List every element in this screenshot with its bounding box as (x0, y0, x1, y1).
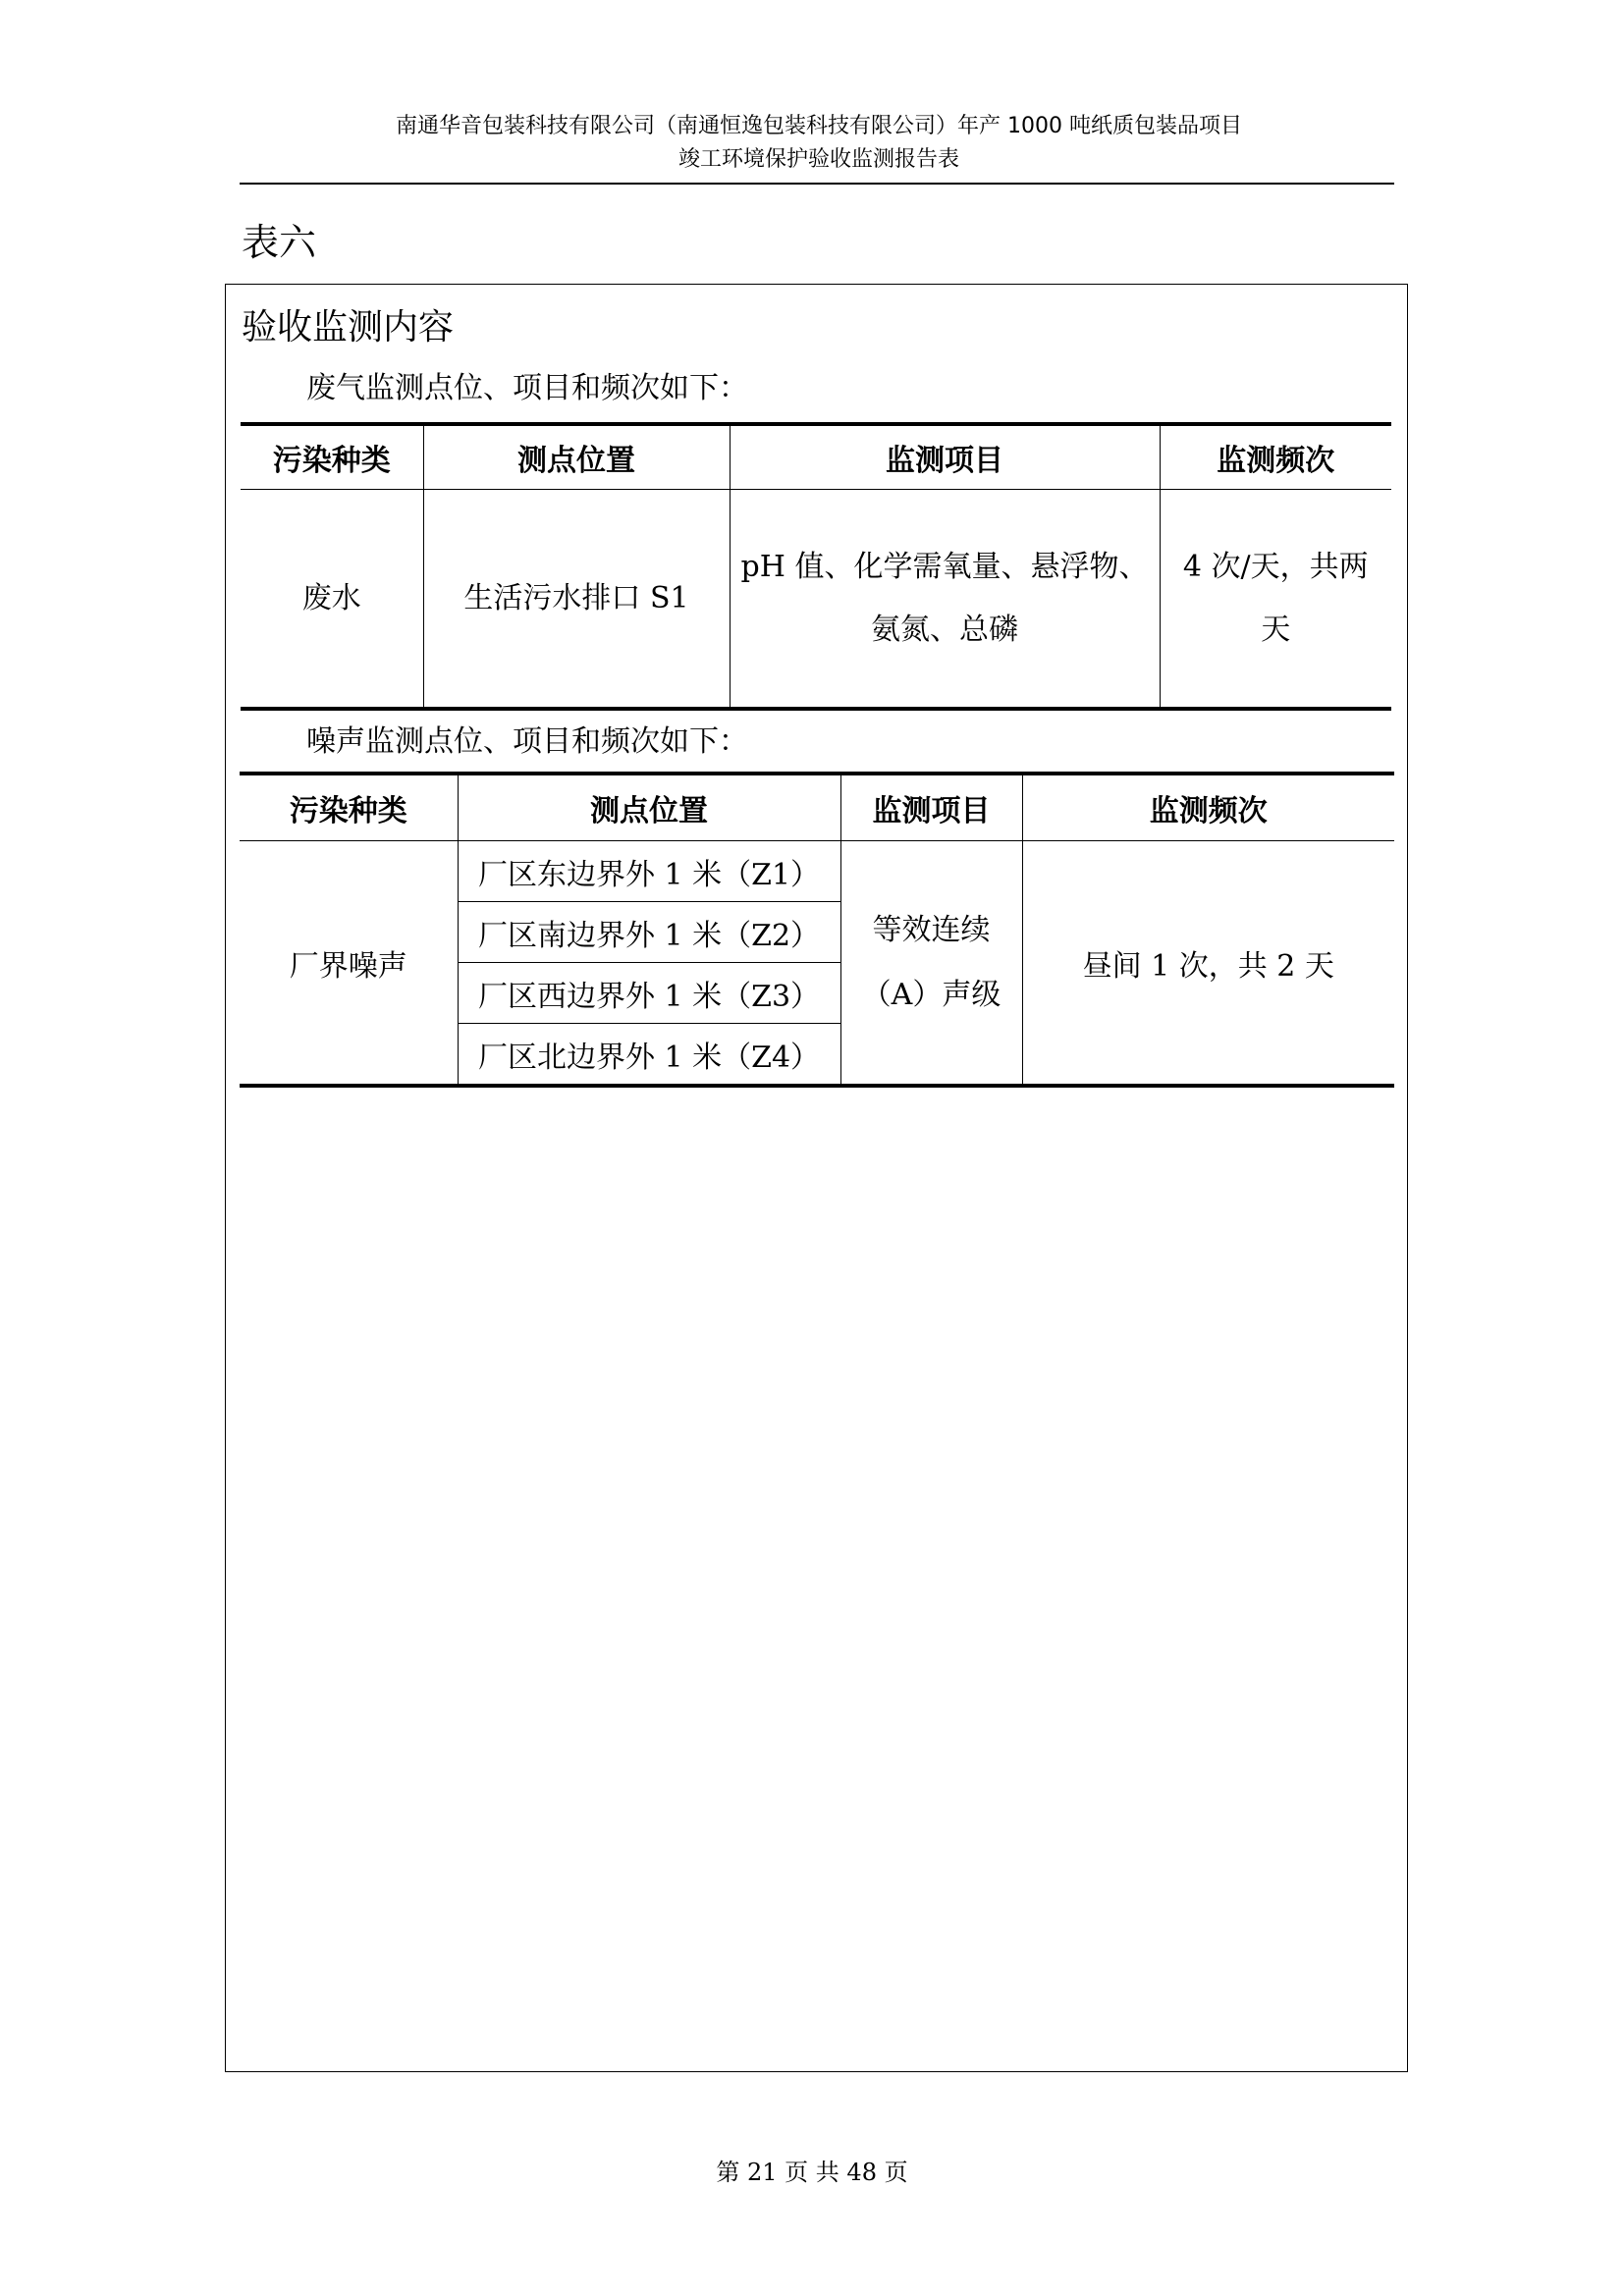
table-row (240, 841, 1394, 902)
cell-frequency: 昼间 1 次，共 2 天 (1022, 841, 1394, 1087)
wastewater-intro: 废气监测点位、项目和频次如下： (306, 371, 748, 405)
cell-location-z2: 厂区南边界外 1 米（Z2） (458, 902, 840, 963)
col-header-location: 测点位置 (458, 774, 840, 841)
cell-frequency-line2: 天 (1261, 612, 1291, 647)
table-header-row (240, 774, 1394, 841)
col-header-items: 监测项目 (840, 774, 1022, 841)
noise-table (240, 772, 1394, 1088)
cell-items-line1: 等效连续 (872, 912, 991, 947)
cell-items (730, 490, 1160, 710)
cell-items-line1: pH 值、化学需氧量、悬浮物、 (740, 549, 1149, 584)
col-header-items: 监测项目 (730, 424, 1160, 490)
col-header-frequency: 监测频次 (1022, 774, 1394, 841)
cell-location: 生活污水排口 S1 (423, 490, 730, 710)
col-header-location: 测点位置 (423, 424, 730, 490)
page-number: 第 21 页 共 48 页 (716, 2159, 908, 2186)
header-project-line: 南通华音包装科技有限公司（南通恒逸包装科技有限公司）年产 1000 吨纸质包装品项目 (396, 114, 1242, 138)
cell-type: 厂界噪声 (289, 948, 407, 984)
cell-frequency (1160, 490, 1391, 710)
cell-location-z1: 厂区东边界外 1 米（Z1） (458, 841, 840, 902)
col-header-type: 污染种类 (240, 774, 458, 841)
page-header (240, 110, 1398, 177)
header-divider (240, 183, 1394, 185)
table-header-row (241, 424, 1391, 490)
cell-items (840, 841, 1022, 1087)
section-title: 验收监测内容 (242, 307, 455, 347)
cell-location-z3: 厂区西边界外 1 米（Z3） (458, 963, 840, 1024)
cell-items-line2: 氨氮、总磷 (871, 612, 1018, 647)
noise-intro: 噪声监测点位、项目和频次如下： (306, 724, 748, 759)
cell-type: 废水 (301, 580, 361, 615)
col-header-type: 污染种类 (241, 424, 423, 490)
cell-frequency-line1: 4 次/天，共两 (1182, 549, 1369, 584)
wastewater-table (241, 422, 1391, 711)
cell-location-z4: 厂区北边界外 1 米（Z4） (458, 1024, 840, 1087)
header-report-line: 竣工环境保护验收监测报告表 (677, 147, 959, 172)
table-row (241, 490, 1391, 710)
col-header-frequency: 监测频次 (1160, 424, 1391, 490)
cell-items-line2: （A）声级 (861, 977, 1001, 1012)
table-label: 表六 (242, 221, 317, 264)
